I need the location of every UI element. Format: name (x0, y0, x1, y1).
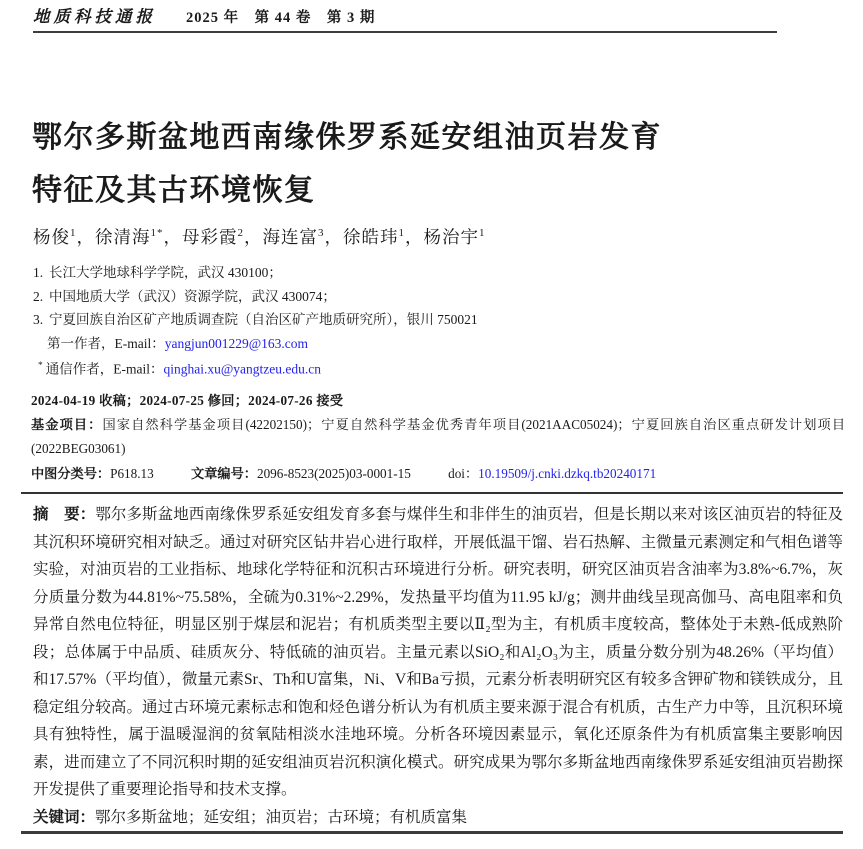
keywords-line (33, 804, 843, 832)
issue-info: 2025 年 第 44 卷 第 3 期 (186, 10, 376, 26)
abstract-paragraph (33, 501, 843, 804)
corresponding-label: 通信作者，E-mail： (45, 361, 164, 377)
keywords-text: 鄂尔多斯盆地；延安组；油页岩；古环境；有机质富集 (95, 808, 468, 826)
author-name: 杨俊$^1$， (33, 227, 95, 247)
affiliation-item: 3. 宁夏回族自治区矿产地质调查院（自治区矿产地质研究所），银川 750021 (33, 312, 478, 328)
funding-label: 基金项目： (31, 417, 103, 433)
corresponding-marker: * (38, 361, 43, 372)
funding-line (31, 413, 845, 461)
authors-line (33, 224, 486, 249)
author-name: 母彩霞$^2$， (182, 227, 263, 247)
doi-segment: doi：10.19509/j.cnki.dzkq.tb20240171 (448, 465, 657, 481)
affiliation-item: 2. 中国地质大学（武汉）资源学院，武汉 430074； (33, 288, 336, 304)
author-name: 杨治宇$^1$ (423, 227, 486, 247)
page-bottom-divider (21, 831, 843, 834)
first-author-email-link[interactable]: yangjun001229@163.com (164, 335, 309, 351)
dates-line: 2024-04-19 收稿；2024-07-25 修回；2024-07-26 接受 (31, 393, 344, 408)
header-divider (33, 31, 777, 33)
title-line-2: 特征及其古环境恢复 (32, 174, 316, 207)
author-name: 徐皓玮$^1$， (343, 227, 424, 247)
corresponding-email-link[interactable]: qinghai.xu@yangtzeu.edu.cn (163, 361, 322, 377)
corresponding-author-line (33, 355, 733, 381)
journal-header (33, 3, 375, 27)
first-author-line (33, 332, 733, 356)
article-number: 文章编号：2096-8523(2025)03-0001-15 (191, 465, 411, 481)
keywords-label: 关键词： (33, 808, 96, 826)
clc-line (31, 462, 845, 486)
abstract-block (33, 501, 843, 831)
affiliations-block (33, 261, 733, 381)
author-name: 海连富$^3$， (262, 227, 343, 247)
doi-link[interactable]: 10.19509/j.cnki.dzkq.tb20240171 (478, 465, 657, 481)
abstract-label: 摘 要： (33, 506, 96, 523)
journal-name: 地质科技通报 (33, 7, 156, 26)
abstract-top-divider (21, 492, 843, 494)
author-name: 徐清海$^{1*}$， (95, 227, 182, 247)
funding-text: 国家自然科学基金项目(42202150)；宁夏自然科学基金优秀青年项目(2021AAC05024)；宁夏回族自治区重点研发计划项目(2022BEG03061) (31, 417, 846, 457)
affiliation-item: 1. 长江大学地球科学学院，武汉 430100； (33, 265, 282, 280)
abstract-text: 鄂尔多斯盆地西南缘侏罗系延安组发育多套与煤伴生和非伴生的油页岩，但是长期以来对该区油页岩的特征及其沉积环境研究相对缺乏。通过对研究区钻井岩心进行取样，开展低温干馏、岩石热解、主微量元素测定和气相色谱等实验，对油页岩的工业指标、地球化学特征和沉积古环境进行分析。研究表明，研究区油页岩含油率为3.8%~6.7%，灰分质量分数为44.81%~75.58%，全硫为0.31%~2.29%，发热量平均值为11.95 kJ/g；测井曲线呈现高伽马、高电阻率和负异常自然电位特征，明显区别于煤层和泥岩；有机质类型主要以Ⅱ₂型为主，有机质丰度较高，整体处于未熟-低成熟阶段；总体属于中品质、硅质灰分、特低硫的油页岩。主量元素以SiO₂和Al₂O₃为主，质量分数分别为48.26%（平均值）和17.57%（平均值），微量元素Sr、Th和U富集，Ni、V和Ba亏损，元素分析表明研究区有较多含钾矿物和镁铁成分，且稳定组分较高。通过古环境元素标志和饱和烃色谱分析认为有机质主要来源于混合有机质，古生产力中等，且沉积环境具有独特性，属于温暖湿润的贫氧陆相淡水洼地环境。分析各环境因素显示，氧化还原条件为有机质富集主要影响因素，进而建立了不同沉积时期的延安组油页岩沉积演化模式。研究成果为鄂尔多斯盆地西南缘侏罗系延安组油页岩勘探开发提供了重要理论指导和技术支撑。 (33, 506, 843, 798)
clc-number: 中图分类号：P618.13 (31, 465, 154, 481)
title-line-1: 鄂尔多斯盆地西南缘侏罗系延安组油页岩发育 (32, 121, 662, 154)
page-title (32, 111, 822, 217)
first-author-label: 第一作者，E-mail： (47, 335, 165, 351)
meta-block (31, 389, 845, 486)
